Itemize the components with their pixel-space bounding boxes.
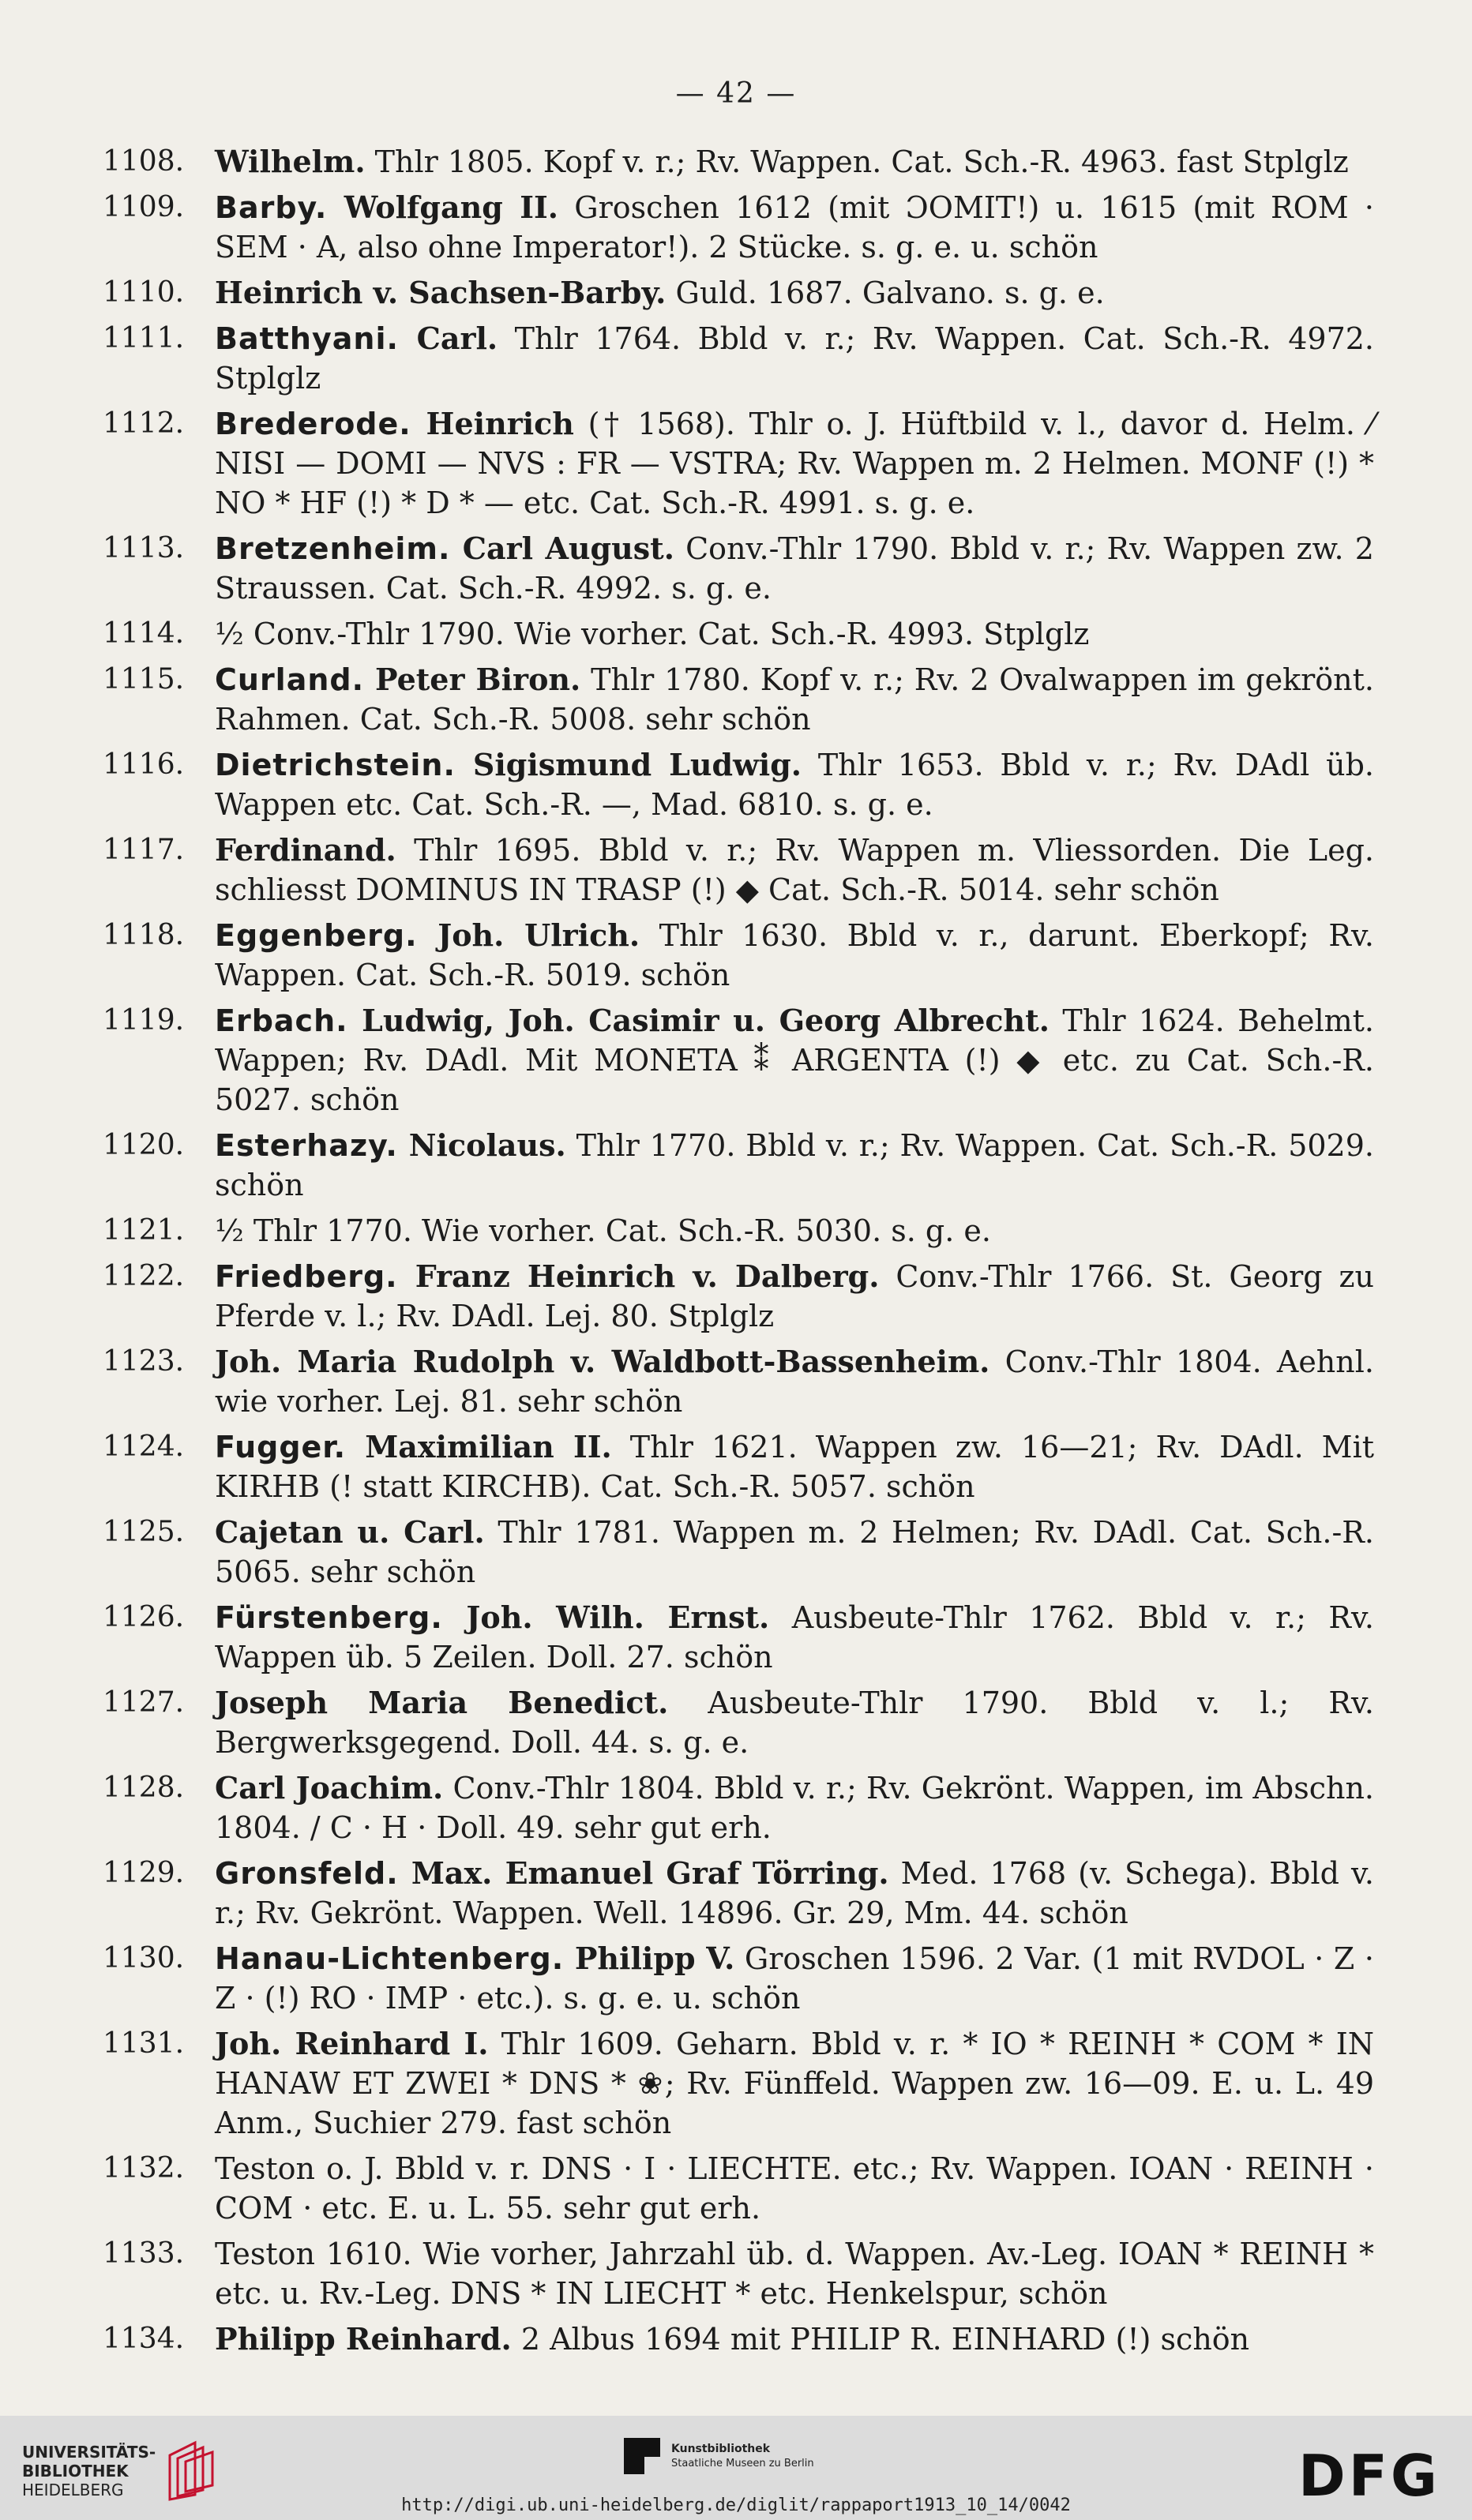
catalog-entry xyxy=(103,1939,1374,2018)
entry-number: 1118. xyxy=(103,919,185,951)
entry-number: 1113. xyxy=(103,532,185,564)
catalog-entry xyxy=(103,2319,1374,2359)
catalog-entry xyxy=(103,1257,1374,1336)
entry-number: 1116. xyxy=(103,748,185,781)
entry-description: Thlr 1609. Geharn. Bbld v. r. * IO * REINH * COM * IN HANAW ET ZWEI * DNS * ❀; Rv. Fünffeld. Wappen zw. 16—09. E. u. L. 49 Anm., Suchier 279. fast schön xyxy=(215,2027,1375,2140)
entry-name: Philipp V. xyxy=(564,1941,735,1976)
entry-number: 1110. xyxy=(103,276,185,309)
entry-text xyxy=(215,142,1374,182)
catalog-entry xyxy=(103,745,1374,824)
entry-description: Thlr 1805. Kopf v. r.; Rv. Wappen. Cat. Sch.-R. 4963. fast Stplglz xyxy=(365,144,1349,179)
entry-number: 1123. xyxy=(103,1345,185,1378)
entry-heading: Esterhazy. xyxy=(215,1128,398,1163)
entry-name: Heinrich xyxy=(411,406,574,441)
entry-text xyxy=(215,614,1374,654)
entry-text xyxy=(215,916,1374,995)
entry-heading: Eggenberg. xyxy=(215,918,418,953)
entry-heading: Brederode. xyxy=(215,407,411,441)
catalog-entry xyxy=(103,1598,1374,1677)
ub-line2: BIBLIOTHEK xyxy=(22,2462,129,2481)
kb-subtitle: Staatliche Museen zu Berlin xyxy=(671,2457,814,2469)
catalog-entry xyxy=(103,529,1374,608)
entry-text xyxy=(215,745,1374,824)
entry-description: Conv.-Thlr 1790. Bbld v. r.; Rv. Wappen zw. 2 Straussen. Cat. Sch.-R. 4992. s. g. e. xyxy=(215,531,1374,606)
entry-description: ½ Thlr 1770. Wie vorher. Cat. Sch.-R. 5030. s. g. e. xyxy=(215,1213,991,1248)
entry-name: Heinrich v. Sachsen-Barby. xyxy=(215,275,667,310)
catalog-entry xyxy=(103,319,1374,398)
entry-description: Thlr 1624. Behelmt. Wappen; Rv. DAdl. Mit MONETA ⁑ ARGENTA (!) ◆ etc. zu Cat. Sch.-R. 5027. schön xyxy=(215,1003,1374,1117)
entry-number: 1133. xyxy=(103,2237,185,2270)
entry-text xyxy=(215,2234,1374,2313)
ub-line1: UNIVERSITÄTS- xyxy=(22,2443,156,2462)
catalog-entry xyxy=(103,1513,1374,1592)
entry-description: Teston o. J. Bbld v. r. DNS · I · LIECHTE. etc.; Rv. Wappen. IOAN · REINH · COM · etc. E. u. L. 55. sehr gut erh. xyxy=(215,2151,1374,2226)
ub-logo-icon xyxy=(163,2439,219,2503)
entry-text xyxy=(215,1211,1374,1251)
entry-description: († 1568). Thlr o. J. Hüftbild v. l., davor d. Helm. ⁄ NISI — DOMI — NVS : FR — VSTRA; Rv. Wappen m. 2 Helmen. MONF (!) * NO * HF (!) * D * — etc. Cat. Sch.-R. 4991. s. g. e. xyxy=(215,407,1374,520)
entry-number: 1112. xyxy=(103,407,185,440)
entry-text xyxy=(215,1683,1374,1762)
entry-name: Philipp Reinhard. xyxy=(215,2321,512,2357)
entry-description: Thlr 1621. Wappen zw. 16—21; Rv. DAdl. Mit KIRHB (! statt KIRCHB). Cat. Sch.-R. 5057. schön xyxy=(215,1430,1375,1504)
entry-text xyxy=(215,2024,1374,2143)
entry-name: Joh. Reinhard I. xyxy=(215,2026,489,2061)
entry-name: Joseph Maria Benedict. xyxy=(215,1685,669,1720)
entry-number: 1130. xyxy=(103,1942,185,1974)
entry-description: Ausbeute-Thlr 1762. Bbld v. r.; Rv. Wappen üb. 5 Zeilen. Doll. 27. schön xyxy=(215,1600,1374,1674)
entry-text xyxy=(215,1513,1374,1592)
entry-text xyxy=(215,1939,1374,2018)
entry-text xyxy=(215,404,1374,523)
entry-heading: Fugger. xyxy=(215,1430,347,1464)
entry-number: 1117. xyxy=(103,834,185,866)
entry-heading: Friedberg. xyxy=(215,1259,398,1294)
entry-number: 1124. xyxy=(103,1431,185,1463)
entry-number: 1132. xyxy=(103,2152,185,2184)
entry-number: 1120. xyxy=(103,1129,185,1161)
entry-text xyxy=(215,188,1374,267)
catalog-entry xyxy=(103,1427,1374,1506)
catalog-entry xyxy=(103,2024,1374,2143)
entry-heading: Dietrichstein. xyxy=(215,748,456,782)
catalog-entry xyxy=(103,273,1374,313)
entry-name: Carl. xyxy=(398,321,498,356)
entry-description: ½ Conv.-Thlr 1790. Wie vorher. Cat. Sch.-R. 4993. Stplglz xyxy=(215,617,1090,651)
page-number: — 42 — xyxy=(675,77,797,110)
entry-description: Ausbeute-Thlr 1790. Bbld v. l.; Rv. Bergwerksgegend. Doll. 44. s. g. e. xyxy=(215,1686,1374,1760)
entry-text xyxy=(215,1854,1374,1933)
entry-heading: Bretzenheim. xyxy=(215,531,451,566)
entry-text xyxy=(215,273,1374,313)
entry-text xyxy=(215,1342,1374,1421)
catalog-entry xyxy=(103,831,1374,909)
entry-description: Thlr 1780. Kopf v. r.; Rv. 2 Ovalwappen im gekrönt. Rahmen. Cat. Sch.-R. 5008. sehr schön xyxy=(215,662,1375,737)
ub-line3: HEIDELBERG xyxy=(22,2481,124,2499)
catalog-entry xyxy=(103,1683,1374,1762)
entry-number: 1115. xyxy=(103,663,185,696)
catalog-entry xyxy=(103,188,1374,267)
catalog-entry xyxy=(103,2149,1374,2228)
entry-number: 1131. xyxy=(103,2027,185,2060)
catalog-entry xyxy=(103,1342,1374,1421)
entry-name: Max. Emanuel Graf Törring. xyxy=(398,1855,889,1891)
catalog-entry xyxy=(103,1768,1374,1847)
dfg-logo[interactable]: DFG xyxy=(1297,2443,1440,2509)
entry-heading: Erbach. xyxy=(215,1003,348,1038)
entry-number: 1125. xyxy=(103,1516,185,1548)
entry-number: 1134. xyxy=(103,2323,185,2355)
catalog-entry xyxy=(103,2234,1374,2313)
entry-number: 1108. xyxy=(103,145,185,178)
entry-name: Wilhelm. xyxy=(215,144,366,179)
entry-name: Wolfgang II. xyxy=(327,189,558,225)
entry-description: 2 Albus 1694 mit PHILIP R. EINHARD (!) schön xyxy=(511,2322,1250,2357)
entry-heading: Curland. xyxy=(215,662,365,697)
entry-description: Guld. 1687. Galvano. s. g. e. xyxy=(666,276,1105,310)
permalink-url[interactable]: http://digi.ub.uni-heidelberg.de/diglit/rappaport1913_10_14/0042 xyxy=(401,2496,1071,2515)
entry-list xyxy=(103,142,1374,2365)
entry-name: Cajetan u. Carl. xyxy=(215,1514,485,1550)
kunstbibliothek-logo[interactable] xyxy=(624,2438,814,2474)
entry-description: Thlr 1764. Bbld v. r.; Rv. Wappen. Cat. Sch.-R. 4972. Stplglz xyxy=(215,321,1374,396)
entry-description: Thlr 1630. Bbld v. r., darunt. Eberkopf; Rv. Wappen. Cat. Sch.-R. 5019. schön xyxy=(215,918,1374,992)
entry-description: Thlr 1695. Bbld v. r.; Rv. Wappen m. Vliessorden. Die Leg. schliesst DOMINUS IN TRASP (!) ◆ Cat. Sch.-R. 5014. sehr schön xyxy=(215,833,1374,907)
catalog-entry xyxy=(103,142,1374,182)
entry-text xyxy=(215,1126,1374,1205)
entry-number: 1111. xyxy=(103,322,185,354)
entry-name: Sigismund Ludwig. xyxy=(455,747,802,782)
entry-number: 1114. xyxy=(103,617,185,650)
entry-text xyxy=(215,1257,1374,1336)
entry-name: Ferdinand. xyxy=(215,832,396,868)
footer-bar xyxy=(0,2416,1472,2520)
entry-name: Joh. Wilh. Ernst. xyxy=(442,1599,770,1635)
ub-heidelberg-logo[interactable] xyxy=(22,2439,219,2503)
catalog-entry xyxy=(103,1854,1374,1933)
entry-heading: Barby. xyxy=(215,190,328,225)
entry-heading: Fürstenberg. xyxy=(215,1600,443,1635)
entry-text xyxy=(215,1768,1374,1847)
entry-name: Ludwig, Joh. Casimir u. Georg Albrecht. xyxy=(347,1003,1050,1038)
entry-number: 1109. xyxy=(103,191,185,223)
entry-description: Conv.-Thlr 1804. Bbld v. r.; Rv. Gekrönt. Wappen, im Abschn. 1804. / C · H · Doll. 49. sehr gut erh. xyxy=(215,1771,1374,1845)
catalog-entry xyxy=(103,1211,1374,1251)
catalog-entry xyxy=(103,1001,1374,1119)
entry-text xyxy=(215,2319,1374,2359)
entry-description: Thlr 1770. Bbld v. r.; Rv. Wappen. Cat. Sch.-R. 5029. schön xyxy=(215,1128,1374,1202)
entry-name: Peter Biron. xyxy=(364,662,581,697)
catalog-entry xyxy=(103,916,1374,995)
entry-text xyxy=(215,529,1374,608)
catalog-entry xyxy=(103,660,1374,739)
entry-name: Maximilian II. xyxy=(346,1429,612,1464)
entry-heading: Gronsfeld. xyxy=(215,1856,399,1891)
entry-number: 1119. xyxy=(103,1004,185,1037)
entry-text xyxy=(215,831,1374,909)
catalog-entry xyxy=(103,404,1374,523)
entry-text xyxy=(215,1427,1374,1506)
entry-description: Thlr 1781. Wappen m. 2 Helmen; Rv. DAdl. Cat. Sch.-R. 5065. sehr schön xyxy=(215,1515,1374,1589)
entry-number: 1126. xyxy=(103,1601,185,1633)
entry-text xyxy=(215,660,1374,739)
entry-description: Teston 1610. Wie vorher, Jahrzahl üb. d. Wappen. Av.-Leg. IOAN * REINH * etc. u. Rv.-Leg. DNS * IN LIECHT * etc. Henkelspur, schön xyxy=(215,2237,1374,2311)
entry-description: Conv.-Thlr 1766. St. Georg zu Pferde v. l.; Rv. DAdl. Lej. 80. Stplglz xyxy=(215,1259,1374,1333)
entry-heading: Batthyani. xyxy=(215,321,399,356)
catalog-entry xyxy=(103,614,1374,654)
entry-number: 1129. xyxy=(103,1857,185,1889)
entry-name: Franz Heinrich v. Dalberg. xyxy=(397,1258,880,1294)
entry-description: Thlr 1653. Bbld v. r.; Rv. DAdl üb. Wappen etc. Cat. Sch.-R. —, Mad. 6810. s. g. e. xyxy=(215,748,1374,822)
kunstbibliothek-icon xyxy=(624,2438,660,2474)
entry-description: Groschen 1596. 2 Var. (1 mit RVDOL · Z · Z · (!) RO · IMP · etc.). s. g. e. u. schön xyxy=(215,1941,1375,2016)
entry-name: Joh. Ulrich. xyxy=(417,917,640,953)
entry-number: 1122. xyxy=(103,1260,185,1292)
entry-number: 1127. xyxy=(103,1686,185,1719)
entry-description: Med. 1768 (v. Schega). Bbld v. r.; Rv. Gekrönt. Wappen. Well. 14896. Gr. 29, Mm. 44. schön xyxy=(215,1856,1374,1930)
entry-number: 1128. xyxy=(103,1772,185,1804)
catalog-entry xyxy=(103,1126,1374,1205)
kb-title: Kunstbibliothek xyxy=(671,2442,771,2455)
entry-text xyxy=(215,1001,1374,1119)
entry-name: Carl August. xyxy=(450,531,674,566)
entry-number: 1121. xyxy=(103,1214,185,1247)
entry-name: Nicolaus. xyxy=(397,1127,566,1163)
entry-description: Conv.-Thlr 1804. Aehnl. wie vorher. Lej. 81. sehr schön xyxy=(215,1344,1374,1419)
entry-text xyxy=(215,2149,1374,2228)
entry-heading: Hanau-Lichtenberg. xyxy=(215,1941,565,1976)
entry-text xyxy=(215,1598,1374,1677)
entry-name: Joh. Maria Rudolph v. Waldbott-Bassenheim. xyxy=(215,1344,990,1379)
entry-name: Carl Joachim. xyxy=(215,1770,444,1806)
entry-text xyxy=(215,319,1374,398)
entry-description: Groschen 1612 (mit ƆOMIT!) u. 1615 (mit ROM · SEM · A, also ohne Imperator!). 2 Stücke. s. g. e. u. schön xyxy=(215,190,1374,264)
